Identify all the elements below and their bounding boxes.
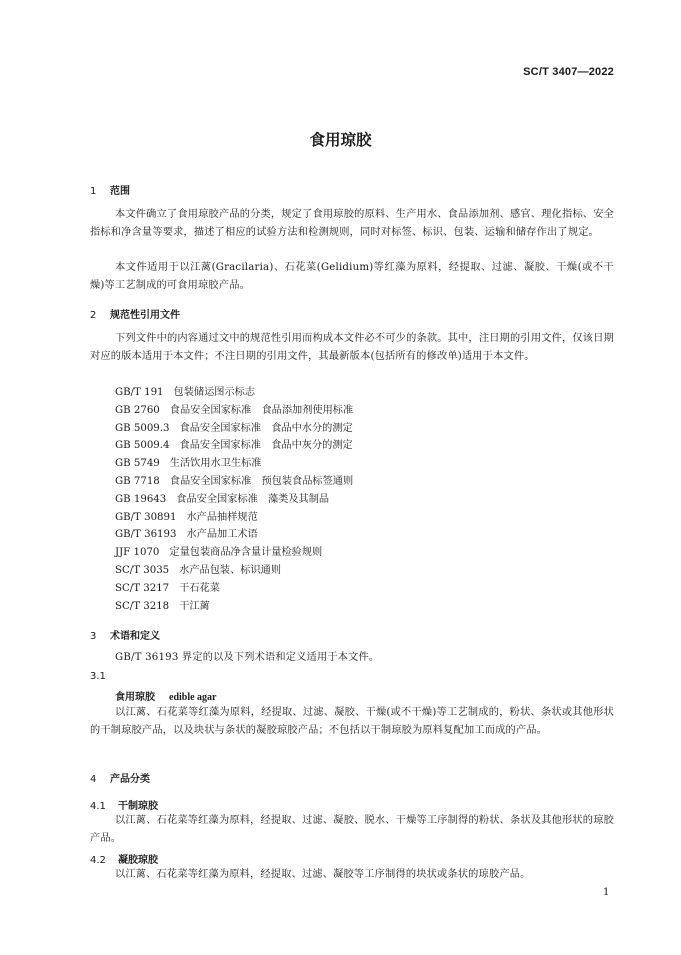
section-number: 1 — [90, 186, 97, 197]
reference-code: GB 5009.4 — [115, 440, 170, 452]
section-title: 干制琼胶 — [118, 801, 158, 812]
reference-item — [115, 436, 353, 451]
section-number: 2 — [90, 310, 97, 321]
reference-code: GB/T 30891 — [115, 511, 177, 523]
section-number: 4.2 — [90, 855, 106, 866]
paragraph-term-definition: 以江蓠、石花菜等红藻为原料，经提取、过滤、凝胶、干燥(或不干燥)等工艺制成的，粉状、条状或其他形状的干制琼胶产品，以及块状与条状的凝胶琼胶产品；不包括以干制琼胶为原料复配加工而成的产品。 — [90, 707, 614, 736]
reference-title: 包装储运图示标志 — [173, 387, 256, 398]
reference-item — [115, 383, 255, 398]
reference-code: JJF 1070 — [115, 547, 160, 559]
section-4-heading — [90, 770, 150, 785]
term-chinese: 食用琼胶 — [115, 692, 155, 703]
reference-item — [115, 401, 353, 416]
paragraph-scope-1: 本文件确立了食用琼胶产品的分类，规定了食用琼胶的原料、生产用水、食品添加剂、感官、理化指标、安全指标和净含量等要求，描述了相应的试验方法和检测规则，同时对标签、标识、包装、运输和储存作出了规定。 — [90, 209, 614, 238]
paragraph-terms-intro: GB/T 36193 界定的以及下列术语和定义适用于本文件。 — [115, 652, 380, 663]
reference-item — [115, 472, 353, 487]
reference-title: 定量包装商品净含量计量检验规则 — [169, 547, 323, 559]
reference-code: SC/T 3217 — [115, 582, 170, 594]
section-3-heading — [90, 627, 160, 642]
reference-title: 水产品包装、标识通则 — [179, 565, 282, 576]
paragraph-normative-refs: 下列文件中的内容通过文中的规范性引用而构成本文件必不可少的条款。其中，注日期的引用文件，仅该日期对应的版本适用于本文件；不注日期的引用文件，其最新版本(包括所有的修改单)适用于本文件。 — [90, 333, 614, 362]
paragraph-dried-agar: 以江蓠、石花菜等红藻为原料，经提取、过滤、凝胶、脱水、干燥等工序制得的粉状、条状及其他形状的琼胶产品。 — [90, 815, 614, 844]
section-title: 范围 — [110, 186, 130, 197]
reference-code: GB 7718 — [115, 476, 160, 487]
document-title: 食用琼胶 — [309, 131, 372, 149]
section-number: 3 — [90, 631, 97, 642]
section-title: 凝胶琼胶 — [118, 855, 158, 866]
reference-title: 干石花菜 — [179, 582, 220, 594]
standard-code-header: SC/T 3407—2022 — [523, 66, 614, 78]
reference-item — [115, 597, 210, 612]
reference-title: 水产品抽样规范 — [186, 511, 258, 523]
reference-item — [115, 525, 258, 540]
reference-item — [115, 579, 220, 594]
reference-item — [115, 543, 322, 558]
reference-code: SC/T 3218 — [115, 600, 170, 612]
section-number: 3.1 — [90, 671, 106, 682]
page-number: 1 — [603, 887, 610, 898]
reference-title: 食品安全国家标准 食品中水分的测定 — [179, 422, 353, 434]
reference-code: GB 5009.3 — [115, 422, 170, 434]
section-3-1-heading — [90, 671, 118, 682]
reference-item — [115, 561, 281, 576]
reference-code: GB/T 36193 — [115, 529, 177, 541]
reference-title: 食品安全国家标准 藻类及其制品 — [176, 493, 330, 505]
paragraph-scope-2: 本文件适用于以江蓠(Gracilaria)、石花菜(Gelidium)等红藻为原料，经提取、过滤、凝胶、干燥(或不干燥)等工艺制成的可食用琼胶产品。 — [90, 262, 614, 291]
section-number: 4.1 — [90, 801, 106, 812]
section-number: 4 — [90, 774, 97, 785]
reference-item — [115, 454, 261, 469]
reference-title: 食品安全国家标准 食品添加剂使用标准 — [169, 404, 354, 416]
reference-title: 食品安全国家标准 食品中灰分的测定 — [179, 440, 353, 452]
reference-title: 干江蓠 — [179, 600, 210, 612]
section-title: 术语和定义 — [110, 631, 160, 642]
reference-item — [115, 419, 353, 434]
section-1-heading — [90, 182, 130, 197]
term-entry — [115, 688, 217, 703]
reference-item — [115, 508, 258, 523]
reference-code: GB/T 191 — [115, 387, 164, 398]
section-title: 规范性引用文件 — [110, 310, 180, 321]
reference-code: GB 19643 — [115, 493, 167, 505]
reference-code: GB 2760 — [115, 404, 160, 416]
reference-title: 生活饮用水卫生标准 — [169, 458, 262, 470]
reference-code: SC/T 3035 — [115, 565, 170, 576]
section-2-heading — [90, 306, 180, 321]
section-4-2-heading — [90, 851, 158, 866]
section-title: 产品分类 — [110, 774, 150, 785]
reference-title: 水产品加工术语 — [186, 529, 258, 541]
section-4-1-heading — [90, 797, 158, 812]
paragraph-gel-agar: 以江蓠、石花菜等红藻为原料，经提取、过滤、凝胶等工序制得的块状或条状的琼胶产品。 — [115, 869, 531, 880]
reference-title: 食品安全国家标准 预包装食品标签通则 — [169, 476, 354, 487]
reference-item — [115, 490, 329, 505]
term-english: edible agar — [169, 692, 217, 703]
reference-code: GB 5749 — [115, 458, 160, 470]
